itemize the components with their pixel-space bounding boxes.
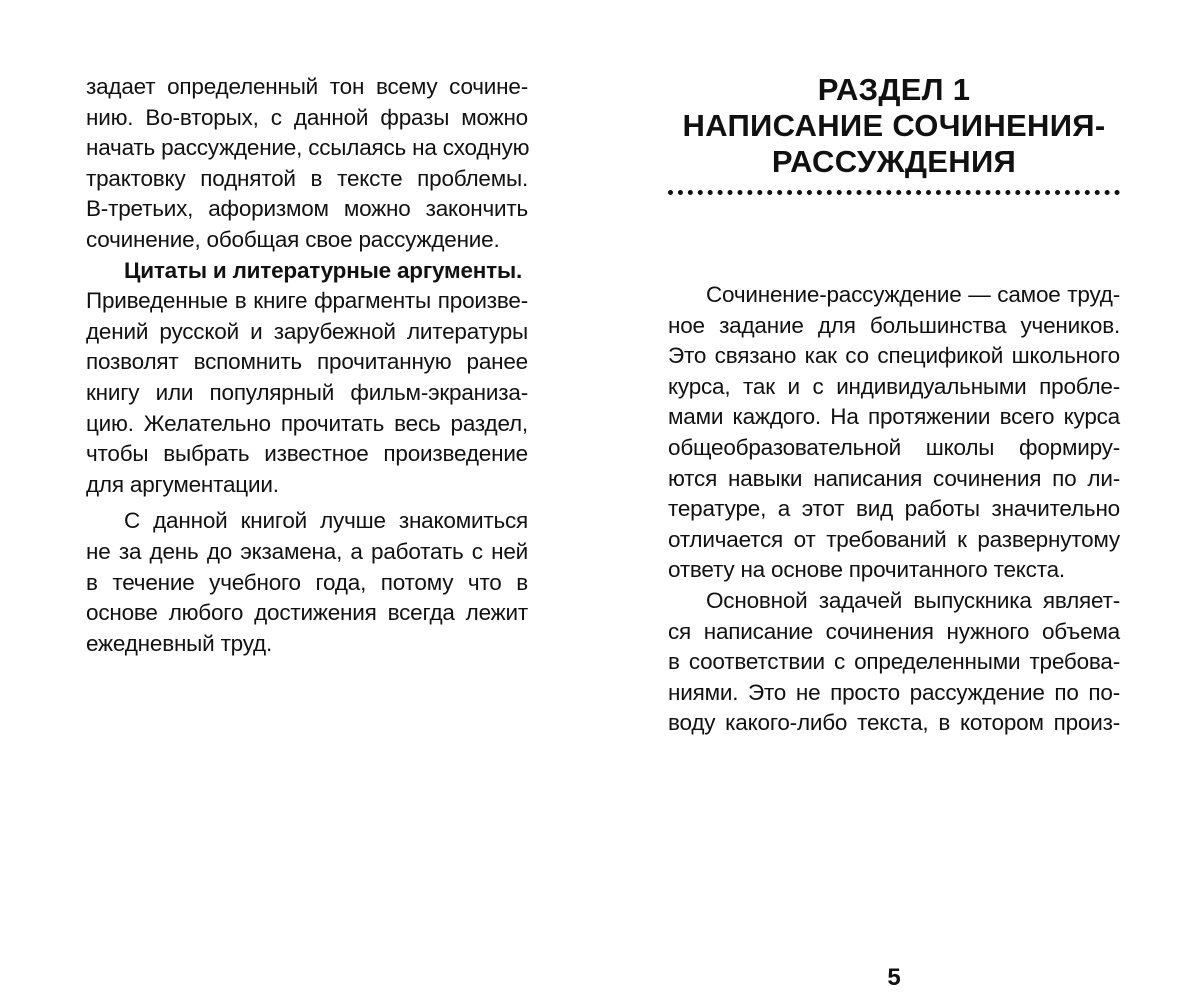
text-line: трактовку поднятой в тексте проблемы. (86, 165, 528, 191)
text-line: отличается от требований к развернутому (668, 526, 1120, 552)
text-line: В-третьих, афоризмом можно закончить (86, 196, 528, 222)
section-title-line: РАЗДЕЛ 1 (817, 72, 971, 107)
text-line: начать рассуждение, ссылаясь на сходную (86, 135, 530, 161)
text-line: Основной задачей выпускника являет- (706, 587, 1120, 613)
text-line: цию. Желательно прочитать весь раздел, (86, 410, 528, 436)
text-line: задает определенный тон всему сочине- (86, 74, 528, 99)
dotted-divider (668, 190, 1120, 195)
left-page (86, 72, 528, 659)
paragraph-1 (668, 280, 1120, 586)
paragraph-1 (86, 72, 528, 256)
section-title-line: РАССУЖДЕНИЯ (771, 144, 1017, 179)
text-line: ежедневный труд. (86, 630, 273, 656)
text-line: Приведенные в книге фрагменты произве- (86, 288, 528, 314)
section-title-line: НАПИСАНИЕ СОЧИНЕНИЯ- (682, 108, 1106, 143)
text-line: курса, так и с индивидуальными пробле- (668, 373, 1120, 399)
page-number: 5 (887, 964, 901, 991)
right-page (668, 72, 1120, 991)
text-line: С данной книгой лучше знакомиться (124, 508, 528, 534)
text-line: общеобразовательной школы формиру- (668, 434, 1120, 460)
text-line: ся написание сочинения нужного объема (668, 618, 1120, 644)
text-line: воду какого-либо текста, в котором произ- (668, 710, 1120, 736)
text-line: Сочинение-рассуждение — самое труд- (706, 282, 1120, 307)
text-line: чтобы выбрать известное произведение (86, 441, 528, 467)
text-line: позволят вспомнить прочитанную ранее (86, 349, 528, 375)
text-line: Это связано как со спецификой школьного (668, 343, 1120, 369)
text-line: в течение учебного года, потому что в (86, 569, 528, 595)
text-line: в соответствии с определенными требова- (668, 649, 1120, 675)
text-line: для аргументации. (86, 471, 279, 497)
right-body (668, 280, 1120, 991)
text-line: сочинение, обобщая свое рассуждение. (86, 226, 500, 252)
paragraph-2 (86, 256, 528, 501)
text-line: не за день до экзамена, а работать с ней (86, 538, 528, 564)
paragraph-2 (668, 586, 1120, 739)
text-line: книгу или популярный фильм-экраниза- (86, 379, 528, 405)
text-line: тературе, а этот вид работы значительно (668, 496, 1120, 522)
text-line: основе любого достижения всегда лежит (86, 600, 528, 626)
text-line: ниями. Это не просто рассуждение по по- (668, 679, 1120, 705)
text-line: ответу на основе прочитанного текста. (668, 557, 1065, 583)
text-line: нию. Во-вторых, с данной фразы можно (86, 104, 528, 130)
bold-heading: Цитаты и литературные аргументы. (124, 257, 523, 283)
text-line: ное задание для большинства учеников. (668, 312, 1120, 338)
text-line: мами каждого. На протяжении всего курса (668, 404, 1120, 430)
text-line: дений русской и зарубежной литературы (86, 318, 528, 344)
section-title (668, 72, 1120, 180)
paragraph-3 (86, 506, 528, 659)
text-line: ются навыки написания сочинения по ли- (668, 465, 1120, 491)
